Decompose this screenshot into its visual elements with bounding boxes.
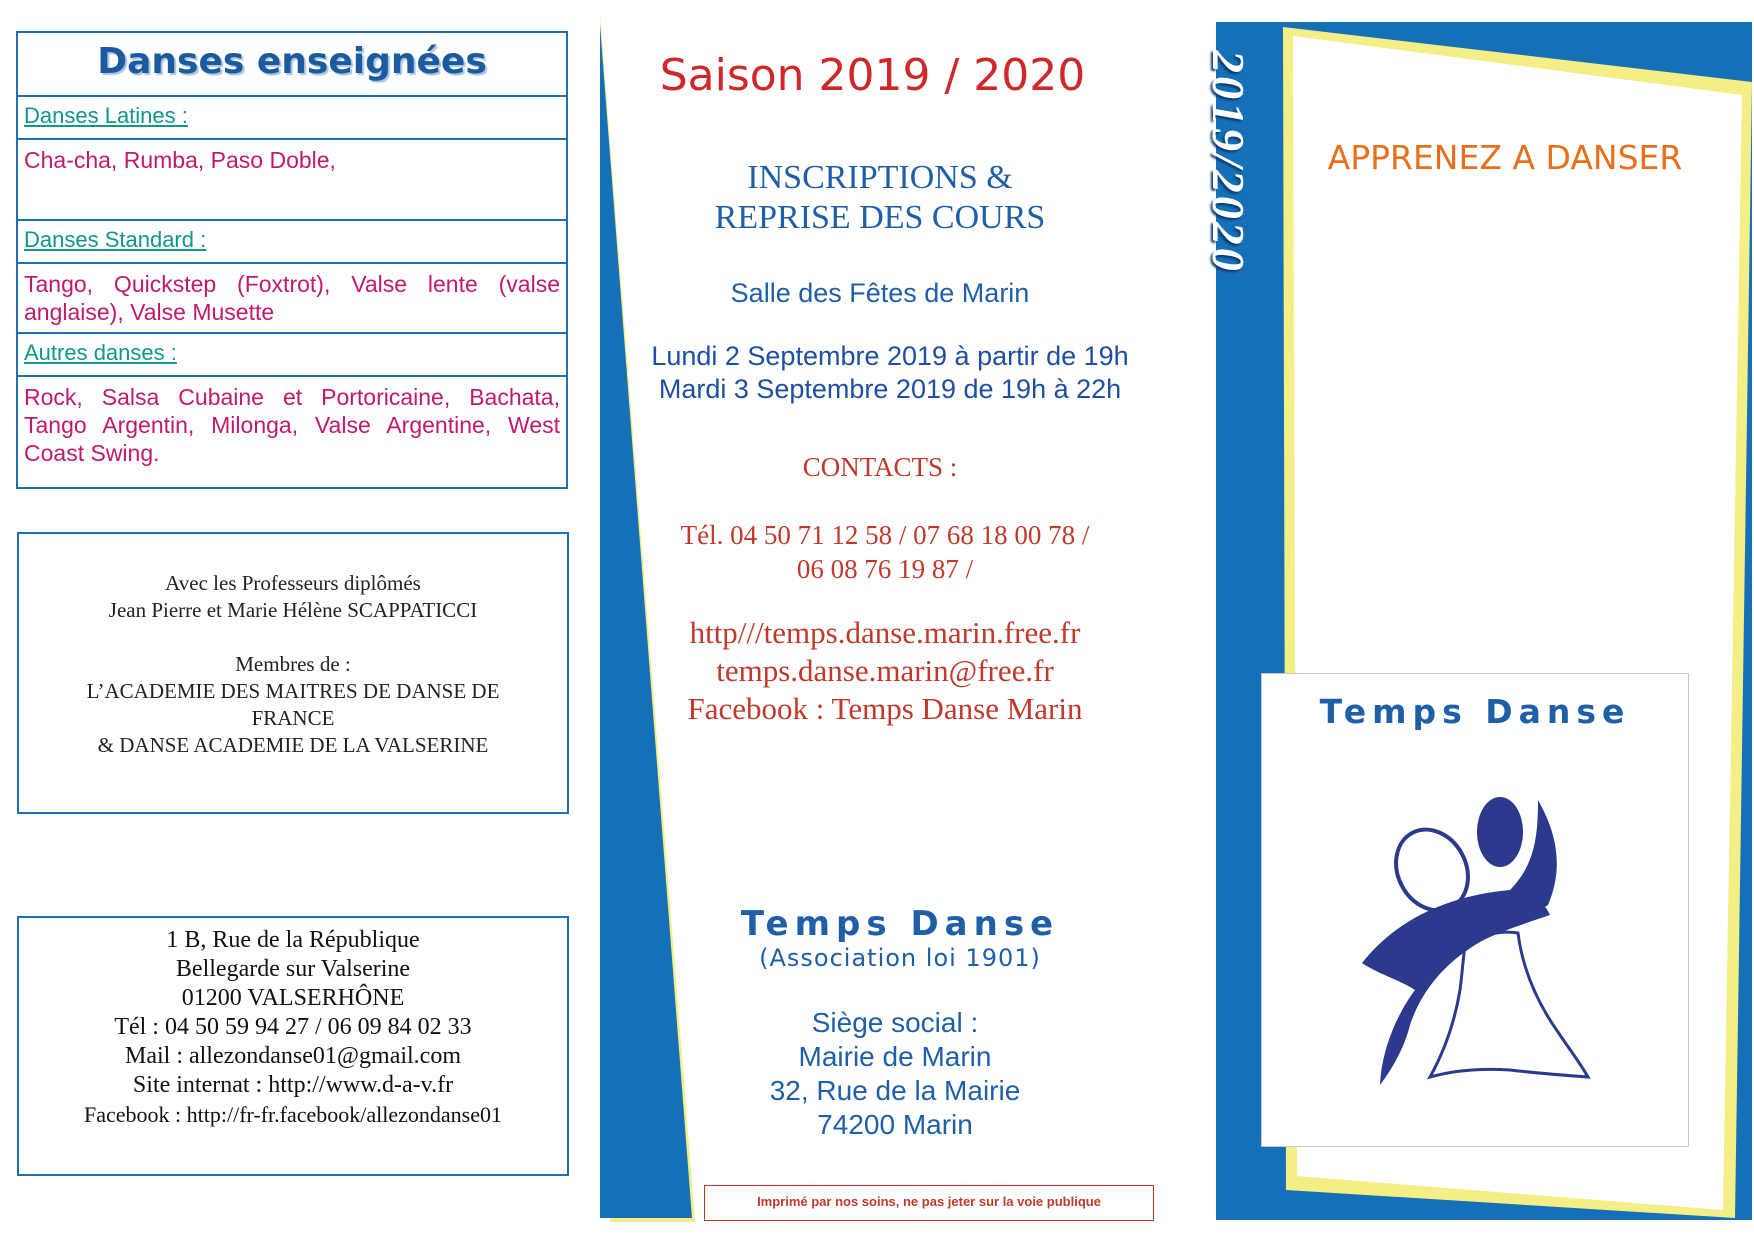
contacts-title: CONTACTS : <box>802 452 958 482</box>
academy-line1: L’ACADEMIE DES MAITRES DE DANSE DE FRANCE <box>86 679 500 730</box>
teachers-line2: Jean Pierre et Marie Hélène SCAPPATICCI <box>108 598 478 622</box>
category-standard-text: Tango, Quickstep (Foxtrot), Valse lente (valse anglaise), Valse Musette <box>18 264 566 334</box>
contact-online <box>620 614 1150 728</box>
teachers-line1: Avec les Professeurs diplômés <box>165 571 421 595</box>
dances-table <box>16 31 568 489</box>
head-office-line1: Mairie de Marin <box>798 1041 992 1072</box>
inscriptions-heading <box>620 158 1140 238</box>
category-other-label: Autres danses : <box>18 334 566 377</box>
email-link[interactable]: temps.danse.marin@free.fr <box>716 653 1054 688</box>
address-street: 1 B, Rue de la République <box>166 927 420 953</box>
season-title: Saison 2019 / 2020 <box>659 50 1086 101</box>
address-tel: Tél : 04 50 59 94 27 / 06 09 84 02 33 <box>114 1014 472 1040</box>
address-facebook: Facebook : http://fr-fr.facebook/allezondanse01 <box>83 1102 503 1127</box>
category-other-text: Rock, Salsa Cubaine et Portoricaine, Bachata, Tango Argentin, Milonga, Valse Argentine, West Coast Swing. <box>24 384 560 466</box>
category-latin-text: Cha-cha, Rumba, Paso Doble, <box>18 140 566 221</box>
dates <box>600 340 1180 406</box>
head-office-line3: 74200 Marin <box>817 1109 973 1140</box>
inscriptions-line2: REPRISE DES COURS <box>714 199 1046 236</box>
teachers-box <box>17 532 569 814</box>
headline: APPRENEZ A DANSER <box>1327 138 1683 177</box>
dancer-body <box>1362 890 1550 1085</box>
date-line2: Mardi 3 Septembre 2019 de 19h à 22h <box>658 374 1122 404</box>
address-box <box>17 916 569 1176</box>
date-line1: Lundi 2 Septembre 2019 à partir de 19h <box>651 341 1129 371</box>
address-postal: 01200 VALSERHÔNE <box>181 985 405 1011</box>
address-mail: Mail : allezondanse01@gmail.com <box>124 1043 461 1069</box>
dances-title: Danses enseignées <box>18 33 566 97</box>
association-name: Temps Danse <box>740 904 1060 944</box>
head-office <box>700 1006 1090 1142</box>
dancers-logo-icon <box>1360 795 1600 1095</box>
inscriptions-line1: INSCRIPTIONS & <box>747 159 1013 196</box>
vertical-year: 2019/2020 <box>1203 50 1254 274</box>
association-subtitle: (Association loi 1901) <box>759 944 1041 972</box>
phone-line2: 06 08 76 19 87 / <box>796 554 974 584</box>
academy-line2: & DANSE ACADEMIE DE LA VALSERINE <box>97 733 489 757</box>
address-site: Site internat : http://www.d-a-v.fr <box>132 1072 454 1098</box>
contact-phones <box>620 518 1150 586</box>
venue: Salle des Fêtes de Marin <box>730 278 1030 308</box>
logo-title: Temps Danse <box>1319 692 1631 731</box>
association-block <box>680 904 1120 972</box>
dancer-head-right <box>1477 797 1523 867</box>
head-office-title: Siège social : <box>811 1007 979 1038</box>
printed-notice: Imprimé par nos soins, ne pas jeter sur la voie publique <box>704 1185 1154 1221</box>
website-link[interactable]: http///temps.danse.marin.free.fr <box>689 615 1081 650</box>
head-office-line2: 32, Rue de la Mairie <box>769 1075 1021 1106</box>
category-latin-label: Danses Latines : <box>18 97 566 140</box>
category-standard-label: Danses Standard : <box>18 221 566 264</box>
phone-line1: Tél. 04 50 71 12 58 / 07 68 18 00 78 / <box>680 520 1090 550</box>
address-town: Bellegarde sur Valserine <box>175 956 411 982</box>
facebook-link[interactable]: Facebook : Temps Danse Marin <box>687 691 1083 726</box>
members-label: Membres de : <box>235 652 351 676</box>
